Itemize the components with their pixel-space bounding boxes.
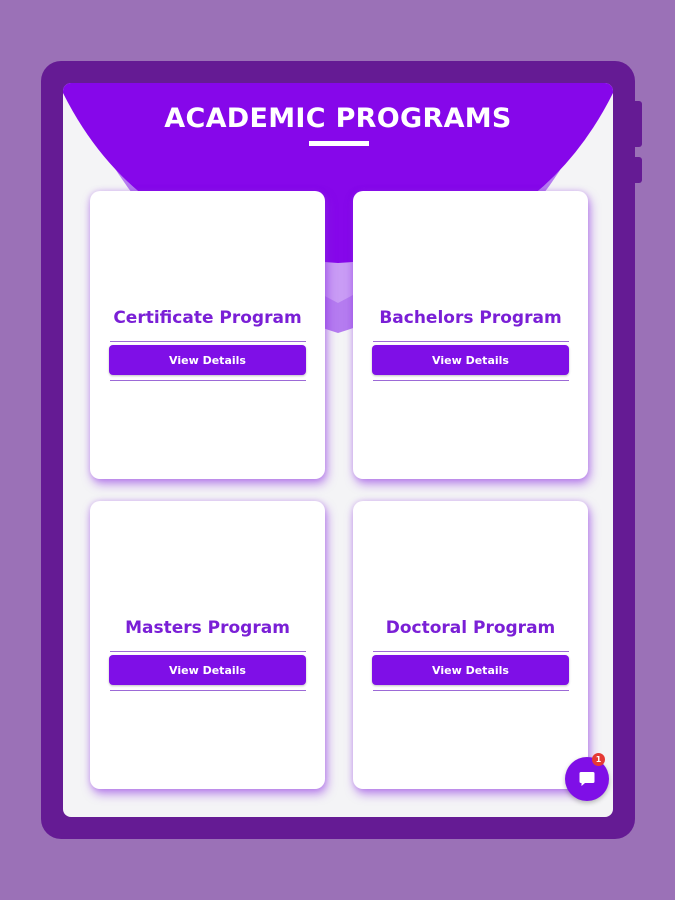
app-screen — [63, 83, 613, 817]
program-title: Certificate Program — [113, 308, 302, 328]
program-card-masters — [90, 501, 325, 789]
divider — [110, 380, 306, 381]
title-underline — [309, 141, 369, 146]
program-title: Doctoral Program — [385, 618, 556, 638]
divider — [373, 651, 569, 652]
device-side-button — [635, 157, 642, 183]
view-details-button[interactable]: View Details — [109, 655, 306, 685]
divider — [110, 651, 306, 652]
device-side-button — [635, 101, 642, 147]
program-card-certificate — [90, 191, 325, 479]
notification-badge: 1 — [592, 753, 605, 766]
program-title: Masters Program — [125, 618, 290, 638]
divider — [373, 380, 569, 381]
divider — [373, 341, 569, 342]
view-details-button[interactable]: View Details — [109, 345, 306, 375]
divider — [110, 690, 306, 691]
divider — [373, 690, 569, 691]
program-card-doctoral — [353, 501, 588, 789]
program-title: Bachelors Program — [379, 308, 562, 328]
view-details-button[interactable]: View Details — [372, 345, 569, 375]
view-details-button[interactable]: View Details — [372, 655, 569, 685]
chat-bubble-icon — [578, 770, 596, 788]
page-title: ACADEMIC PROGRAMS — [164, 103, 512, 134]
tablet-frame — [41, 61, 635, 839]
program-card-bachelors — [353, 191, 588, 479]
divider — [110, 341, 306, 342]
